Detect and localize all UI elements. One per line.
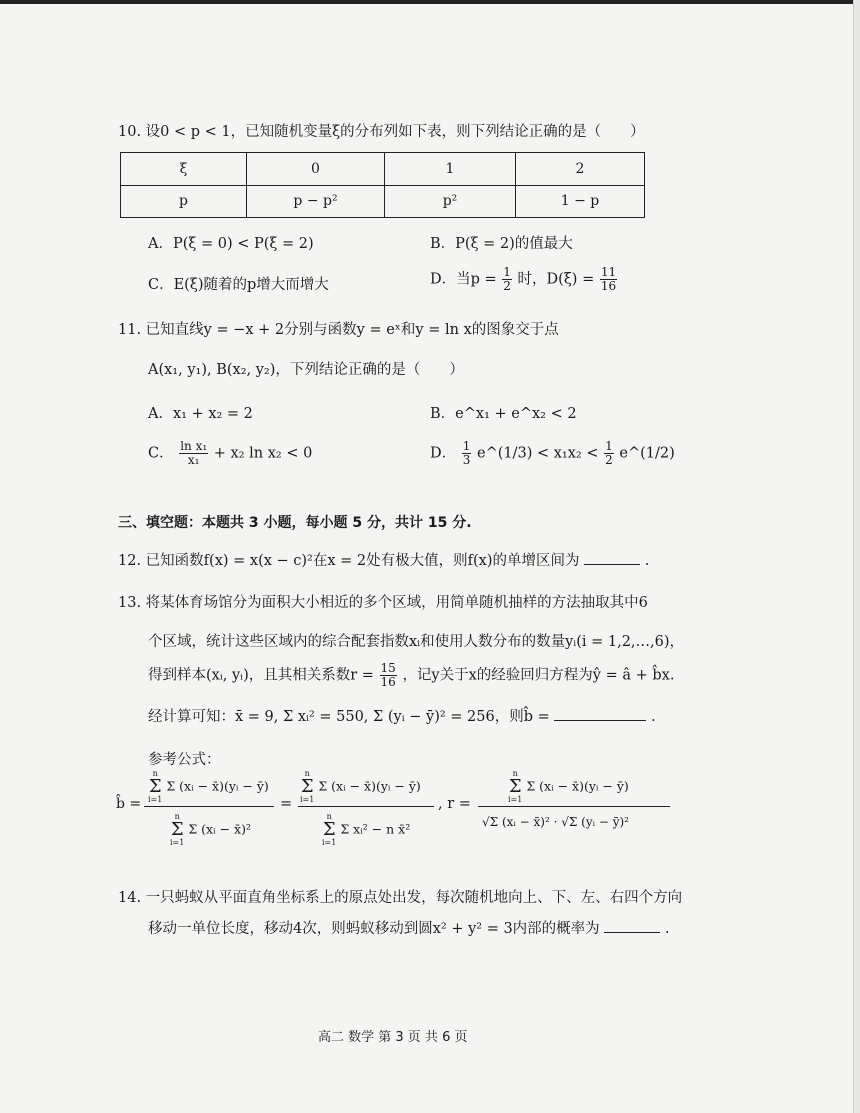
sum-lower: i=1 (148, 795, 163, 804)
q11-option-b: B．e^x₁ + e^x₂ < 2 (430, 406, 577, 422)
table-cell: ξ (121, 153, 247, 186)
sum-symbol (148, 770, 162, 804)
q11-number: 11. (118, 322, 142, 338)
sigma-glyph: Σ (170, 819, 184, 840)
q13-answer-blank[interactable] (554, 708, 646, 721)
q10-number: 10. (118, 124, 142, 140)
frac-denominator: 16 (600, 279, 617, 294)
section-3-heading: 三、填空题：本题共 3 小题，每小题 5 分，共计 15 分. (118, 515, 472, 531)
formula-text: Σ (xᵢ − x̄)(yᵢ − ȳ) (166, 778, 269, 794)
page-footer: 高二 数学 第 3 页 共 6 页 (318, 1030, 468, 1045)
table-cell: 1 (385, 153, 516, 186)
equals-sign: = (280, 796, 293, 812)
q11-c-post: + x₂ ln x₂ < 0 (213, 445, 313, 462)
frac-denominator: x₁ (187, 453, 200, 468)
frac-denominator: 3 (462, 453, 471, 468)
formula-text: Σ (xᵢ − x̄)(yᵢ − ȳ) (526, 778, 629, 794)
b-hat-label: b̂ = (116, 796, 142, 812)
q13-line4-pre: 经计算可知：x̄ = 9, Σ xᵢ² = 550, Σ (yᵢ − ȳ)² = 256，则b̂ = (148, 709, 550, 725)
q13-line2: 个区域，统计这些区域内的综合配套指数xᵢ和使用人数分布的数量yᵢ(i = 1,2,…,6)， (148, 634, 685, 650)
sum-upper: n (326, 812, 332, 821)
q13-line4 (148, 705, 656, 726)
q11-d-mid: e^(1/3) < x₁x₂ < (477, 445, 599, 462)
table-row-prob (121, 185, 645, 218)
sigma-glyph: Σ (322, 819, 336, 840)
q14-text-2: 移动一单位长度，移动4次，则蚂蚁移动到圆x² + y² = 3内部的概率为 (148, 921, 600, 937)
q10-text: 设0 < p < 1，已知随机变量ξ的分布列如下表，则下列结论正确的是（ ） (145, 124, 645, 140)
q13-line3-pre: 得到样本(xᵢ, yᵢ)，且其相关系数r = (148, 667, 374, 684)
frac-numerator: 1 (503, 265, 511, 279)
table-cell: p − p² (247, 185, 385, 218)
formula1-denominator (170, 813, 251, 847)
distribution-table (120, 152, 645, 218)
q11-stem-line2: A(x₁, y₁), B(x₂, y₂)，下列结论正确的是（ ） (148, 362, 464, 378)
formula3-bar (478, 806, 670, 807)
q14-line2 (148, 917, 670, 938)
formula1-numerator (148, 770, 269, 804)
frac-numerator: 1 (605, 439, 613, 453)
frac-denominator: 2 (503, 279, 511, 294)
table-cell: 1 − p (516, 185, 645, 218)
q10-option-b: B．P(ξ = 2)的值最大 (430, 236, 573, 252)
q10-d-frac1 (502, 266, 512, 293)
q11-c-frac (179, 440, 208, 467)
q13-text: 将某体育场馆分为面积大小相近的多个区域，用简单随机抽样的方法抽取其中6 (145, 595, 648, 611)
q12-text: 已知函数f(x) = x(x − c)²在x = 2处有极大值，则f(x)的单增区间为 (145, 553, 580, 569)
q11-option-c (148, 440, 312, 467)
frac-denominator: 2 (605, 453, 613, 468)
frac-numerator: 11 (600, 265, 617, 279)
r-label: , r = (438, 796, 471, 812)
formula2-numerator (300, 770, 421, 804)
q13-r-frac (380, 662, 397, 689)
q10-option-d (430, 266, 618, 293)
q13-line4-end: . (650, 709, 656, 725)
q10-d-mid: 时，D(ξ) = (517, 271, 595, 288)
q12-end: . (644, 553, 650, 569)
frac-numerator: 1 (462, 439, 471, 453)
q11-c-pre: C． (148, 445, 174, 462)
q11-d-pre: D． (430, 445, 457, 462)
formula2-bar (298, 806, 434, 807)
sum-lower: i=1 (300, 795, 315, 804)
sum-upper: n (152, 769, 158, 778)
q11-stem (118, 318, 559, 339)
q13-line3-post: ，记y关于x的经验回归方程为ŷ = â + b̂x. (402, 667, 675, 684)
table-cell: 2 (516, 153, 645, 186)
sum-symbol (508, 770, 522, 804)
table-cell: 0 (247, 153, 385, 186)
frac-numerator: ln x₁ (180, 439, 208, 453)
formula3-denominator: √Σ (xᵢ − x̄)² · √Σ (yᵢ − ȳ)² (482, 815, 629, 829)
q10-d-pre: D．当p = (430, 271, 497, 288)
q11-d-post: e^(1/2) (619, 445, 675, 462)
q11-d-frac2 (604, 440, 614, 467)
q10-option-a: A．P(ξ = 0) < P(ξ = 2) (148, 236, 314, 252)
sigma-glyph: Σ (148, 776, 162, 797)
table-cell: p² (385, 185, 516, 218)
formula1-bar (144, 806, 274, 807)
sum-lower: i=1 (322, 838, 337, 847)
q13-number: 13. (118, 595, 142, 611)
q14-end: . (664, 921, 670, 937)
sum-symbol (170, 813, 184, 847)
table-cell: p (121, 185, 247, 218)
q12 (118, 549, 649, 570)
q11-d-frac1 (462, 440, 472, 467)
q14-answer-blank[interactable] (604, 920, 660, 933)
q10-d-frac2 (600, 266, 617, 293)
formula2-denominator (322, 813, 410, 847)
sum-symbol (322, 813, 336, 847)
sum-upper: n (512, 769, 518, 778)
frac-denominator: 16 (380, 675, 396, 690)
sum-upper: n (304, 769, 310, 778)
q13-line3 (148, 662, 674, 689)
q14-text: 一只蚂蚁从平面直角坐标系上的原点处出发，每次随机地向上、下、左、右四个方向 (145, 890, 683, 906)
formula3-numerator (508, 770, 629, 804)
q10-option-c: C．E(ξ)随着的p增大而增大 (148, 277, 329, 293)
formula-text: Σ (xᵢ − x̄)(yᵢ − ȳ) (318, 778, 421, 794)
table-row-header (121, 153, 645, 186)
q14-number: 14. (118, 890, 142, 906)
sigma-glyph: Σ (508, 776, 522, 797)
q12-number: 12. (118, 553, 142, 569)
formula-text: Σ xᵢ² − n x̄² (340, 821, 411, 837)
sum-symbol (300, 770, 314, 804)
frac-numerator: 15 (380, 661, 396, 675)
sum-lower: i=1 (508, 795, 523, 804)
sum-lower: i=1 (170, 838, 185, 847)
reference-formula-label: 参考公式： (148, 752, 221, 768)
formula-text: Σ (xᵢ − x̄)² (188, 821, 251, 837)
q14-line1 (118, 886, 682, 907)
q10-stem (118, 120, 645, 141)
q11-option-d (430, 440, 675, 467)
sum-upper: n (174, 812, 180, 821)
sigma-glyph: Σ (300, 776, 314, 797)
q11-option-a: A．x₁ + x₂ = 2 (148, 406, 253, 422)
q12-answer-blank[interactable] (584, 552, 640, 565)
q13-line1 (118, 591, 648, 612)
q11-text: 已知直线y = −x + 2分别与函数y = eˣ和y = ln x的图象交于点 (145, 322, 559, 338)
